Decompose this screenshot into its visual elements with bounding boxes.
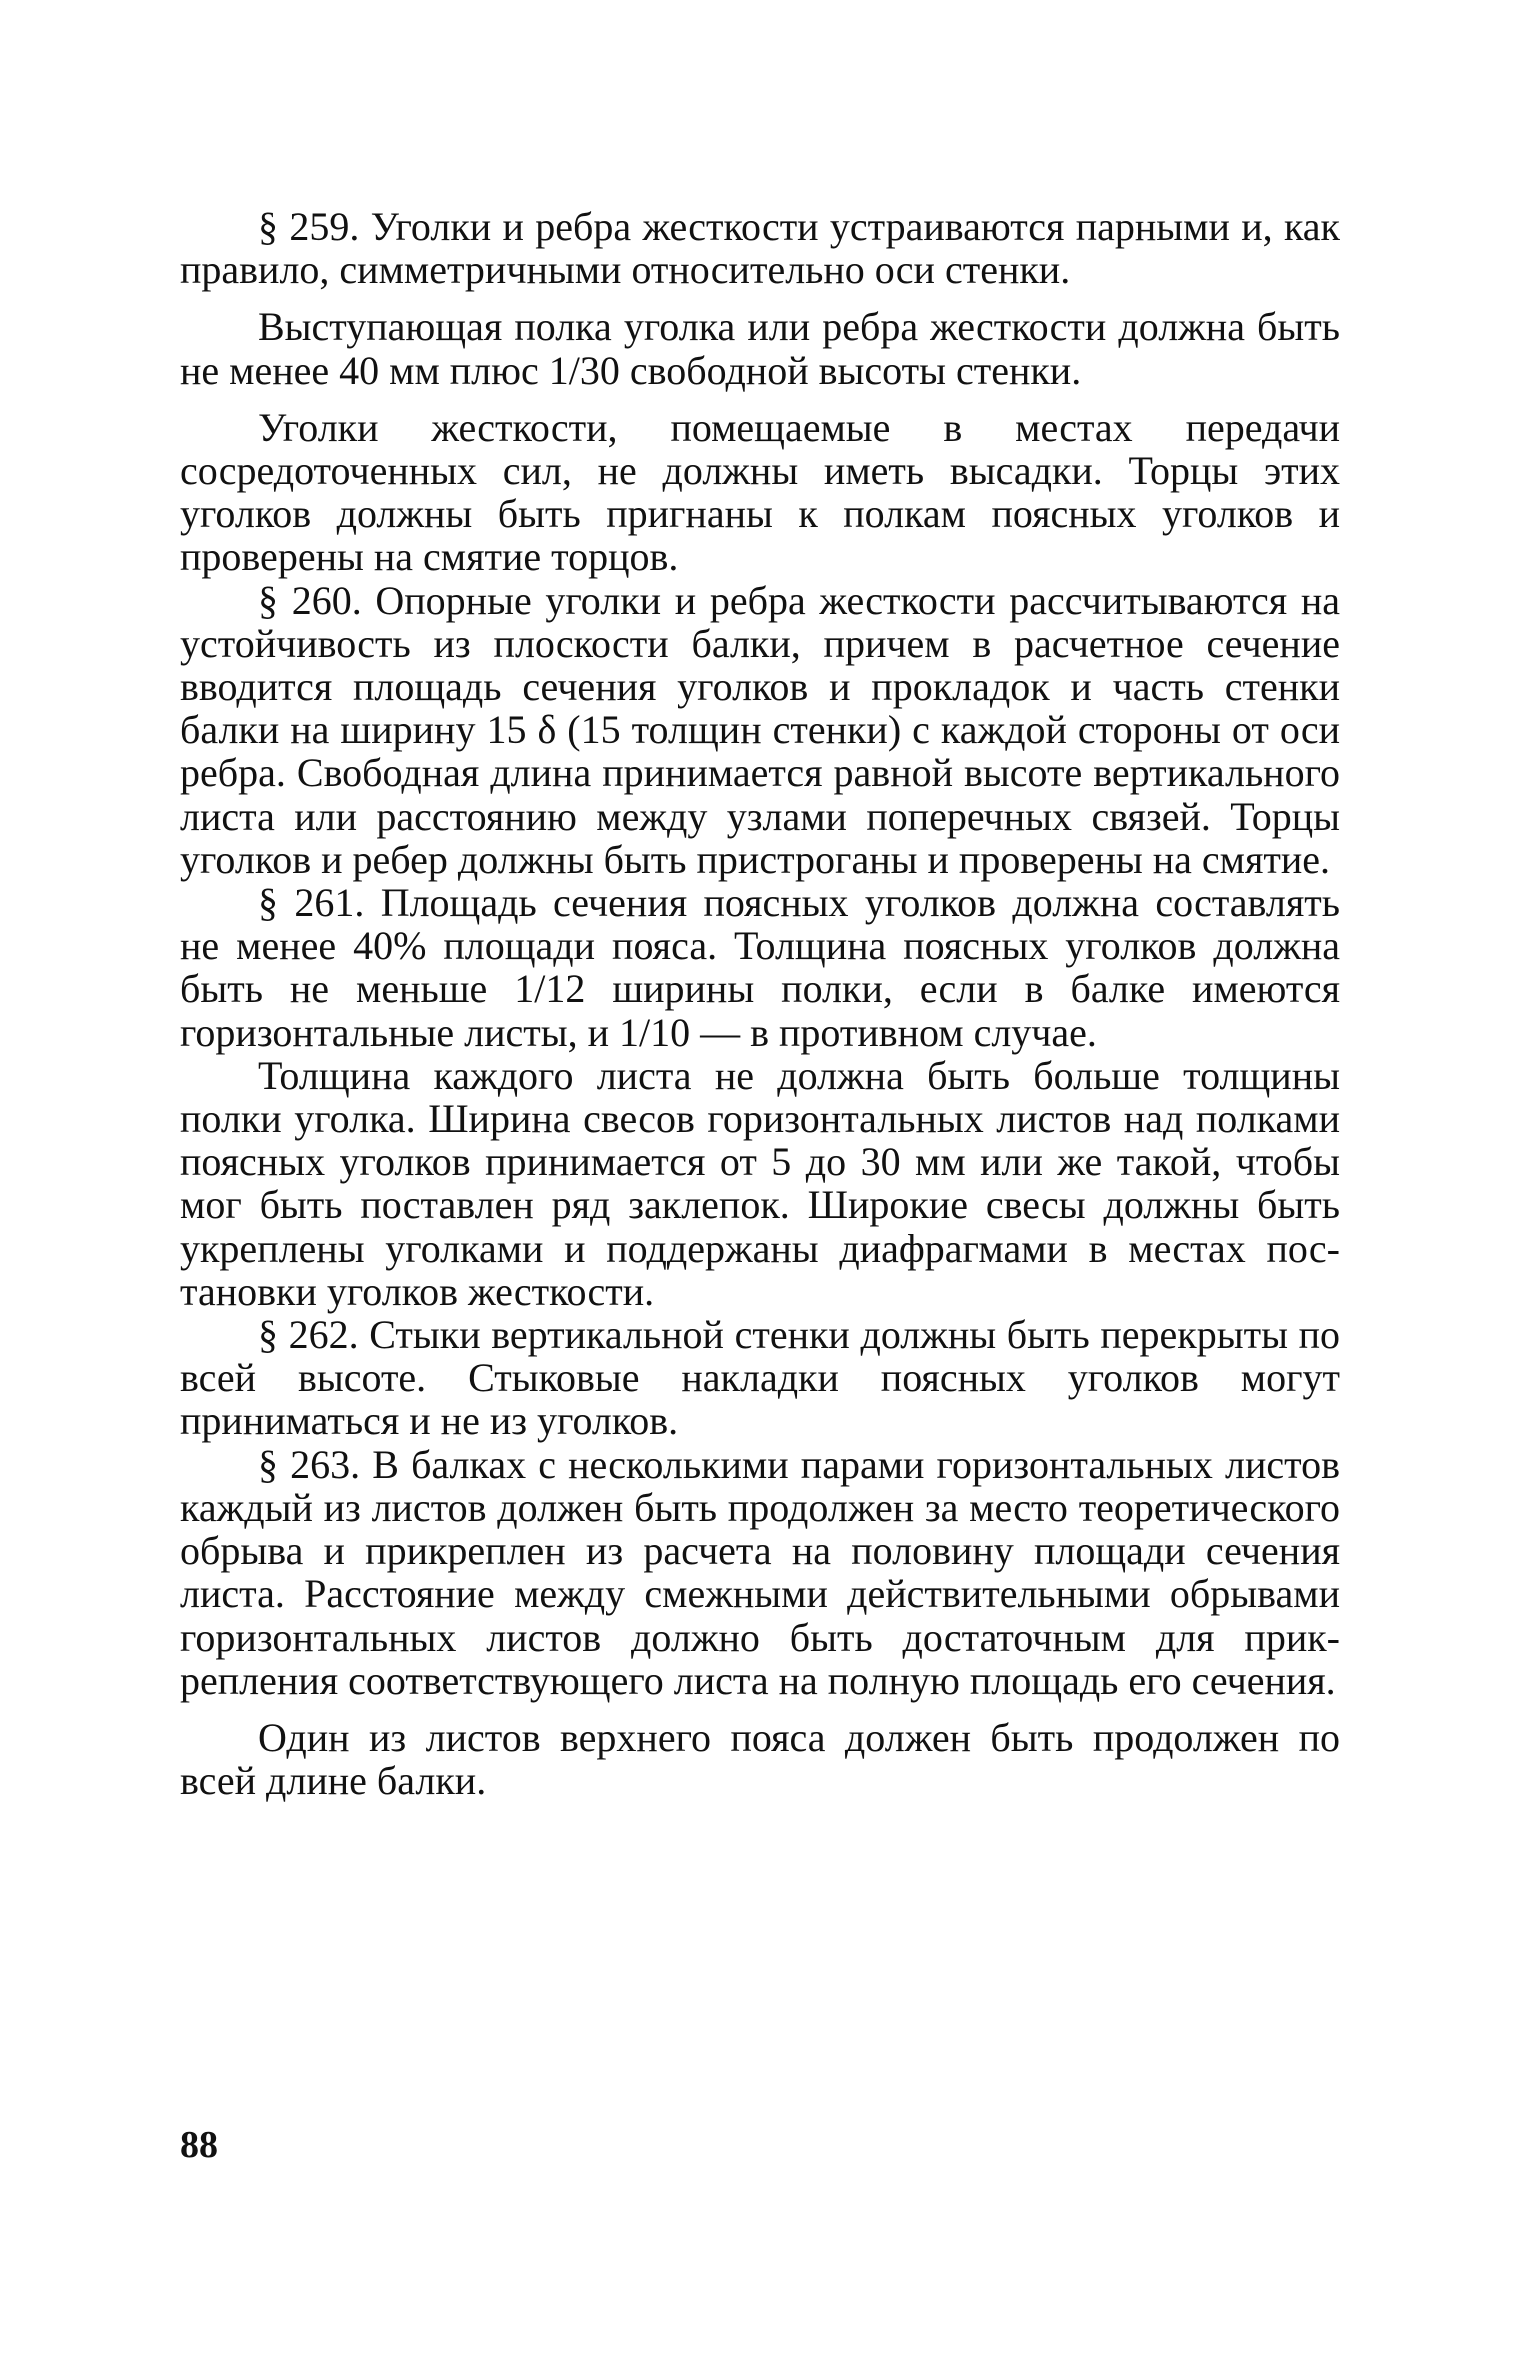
paragraph-261: § 261. Площадь сечения поясных уголков должна составлять не менее 40% площади пояса. Толщина поясных уголков должна быть не меньше 1/12 ширины полки, если в балке имеются горизонтальные листы, и 1/10 — в противном случае. bbox=[180, 880, 1340, 1055]
paragraph-262: § 262. Стыки вертикальной стенки должны быть перекрыты по всей высоте. Стыковые накладки поясных уголков могут приниматься и не из уголков. bbox=[180, 1312, 1340, 1444]
paragraph-260: § 260. Опорные уголки и ребра жесткости рассчитываются на устойчивость из плоскости балки, причем в расчетное сечение вводится площадь сечения уголков и прокладок и часть стенки балки на ширину 15 δ (15 толщин стенки) с каждой стороны от оси ребра. Свободная длина принимается равной высоте вертикального листа или расстоянию между узлами поперечных связей. Торцы уголков и ребер должны быть пристроганы и проверены на смятие. bbox=[180, 577, 1340, 882]
paragraph-263: § 263. В балках с несколькими парами горизонтальных листов каждый из листов должен быть продолжен за место теоретического обрыва и прикреплен из расчета на половину площади сечения листа. Расстояние между смежными действительными обрывами горизонтальных листов должно быть достаточным для прикрепления соответствующего листа на полную площадь его сечения. bbox=[180, 1441, 1340, 1703]
paragraph-259-stiffeners: Уголки жесткости, помещаемые в местах передачи сосредоточенных сил, не должны иметь высадки. Торцы этих уголков должны быть пригнаны к полкам поясных уголков и проверены на смятие торцов. bbox=[180, 404, 1340, 580]
paragraph-263-top-chord: Один из листов верхнего пояса должен быть продолжен по всей длине балки. bbox=[180, 1714, 1340, 1804]
paragraph-261-thickness: Толщина каждого листа не должна быть больше толщины полки уголка. Ширина свесов горизонтальных листов над полками поясных уголков принимается от 5 до 30 мм или же такой, чтобы мог быть поставлен ряд заклепок. Широкие свесы должны быть укреплены уголками и поддержаны диафрагмами в местах постановки уголков жесткости. bbox=[180, 1052, 1340, 1314]
page-body bbox=[180, 205, 1340, 1802]
paragraph-259: § 259. Уголки и ребра жесткости устраиваются парными и, как правило, симметричными относительно оси стенки. bbox=[180, 204, 1340, 293]
page-number: 88 bbox=[180, 2124, 218, 2166]
paragraph-259-flange: Выступающая полка уголка или ребра жесткости должна быть не менее 40 мм плюс 1/30 свободной высоты стенки. bbox=[180, 304, 1340, 393]
